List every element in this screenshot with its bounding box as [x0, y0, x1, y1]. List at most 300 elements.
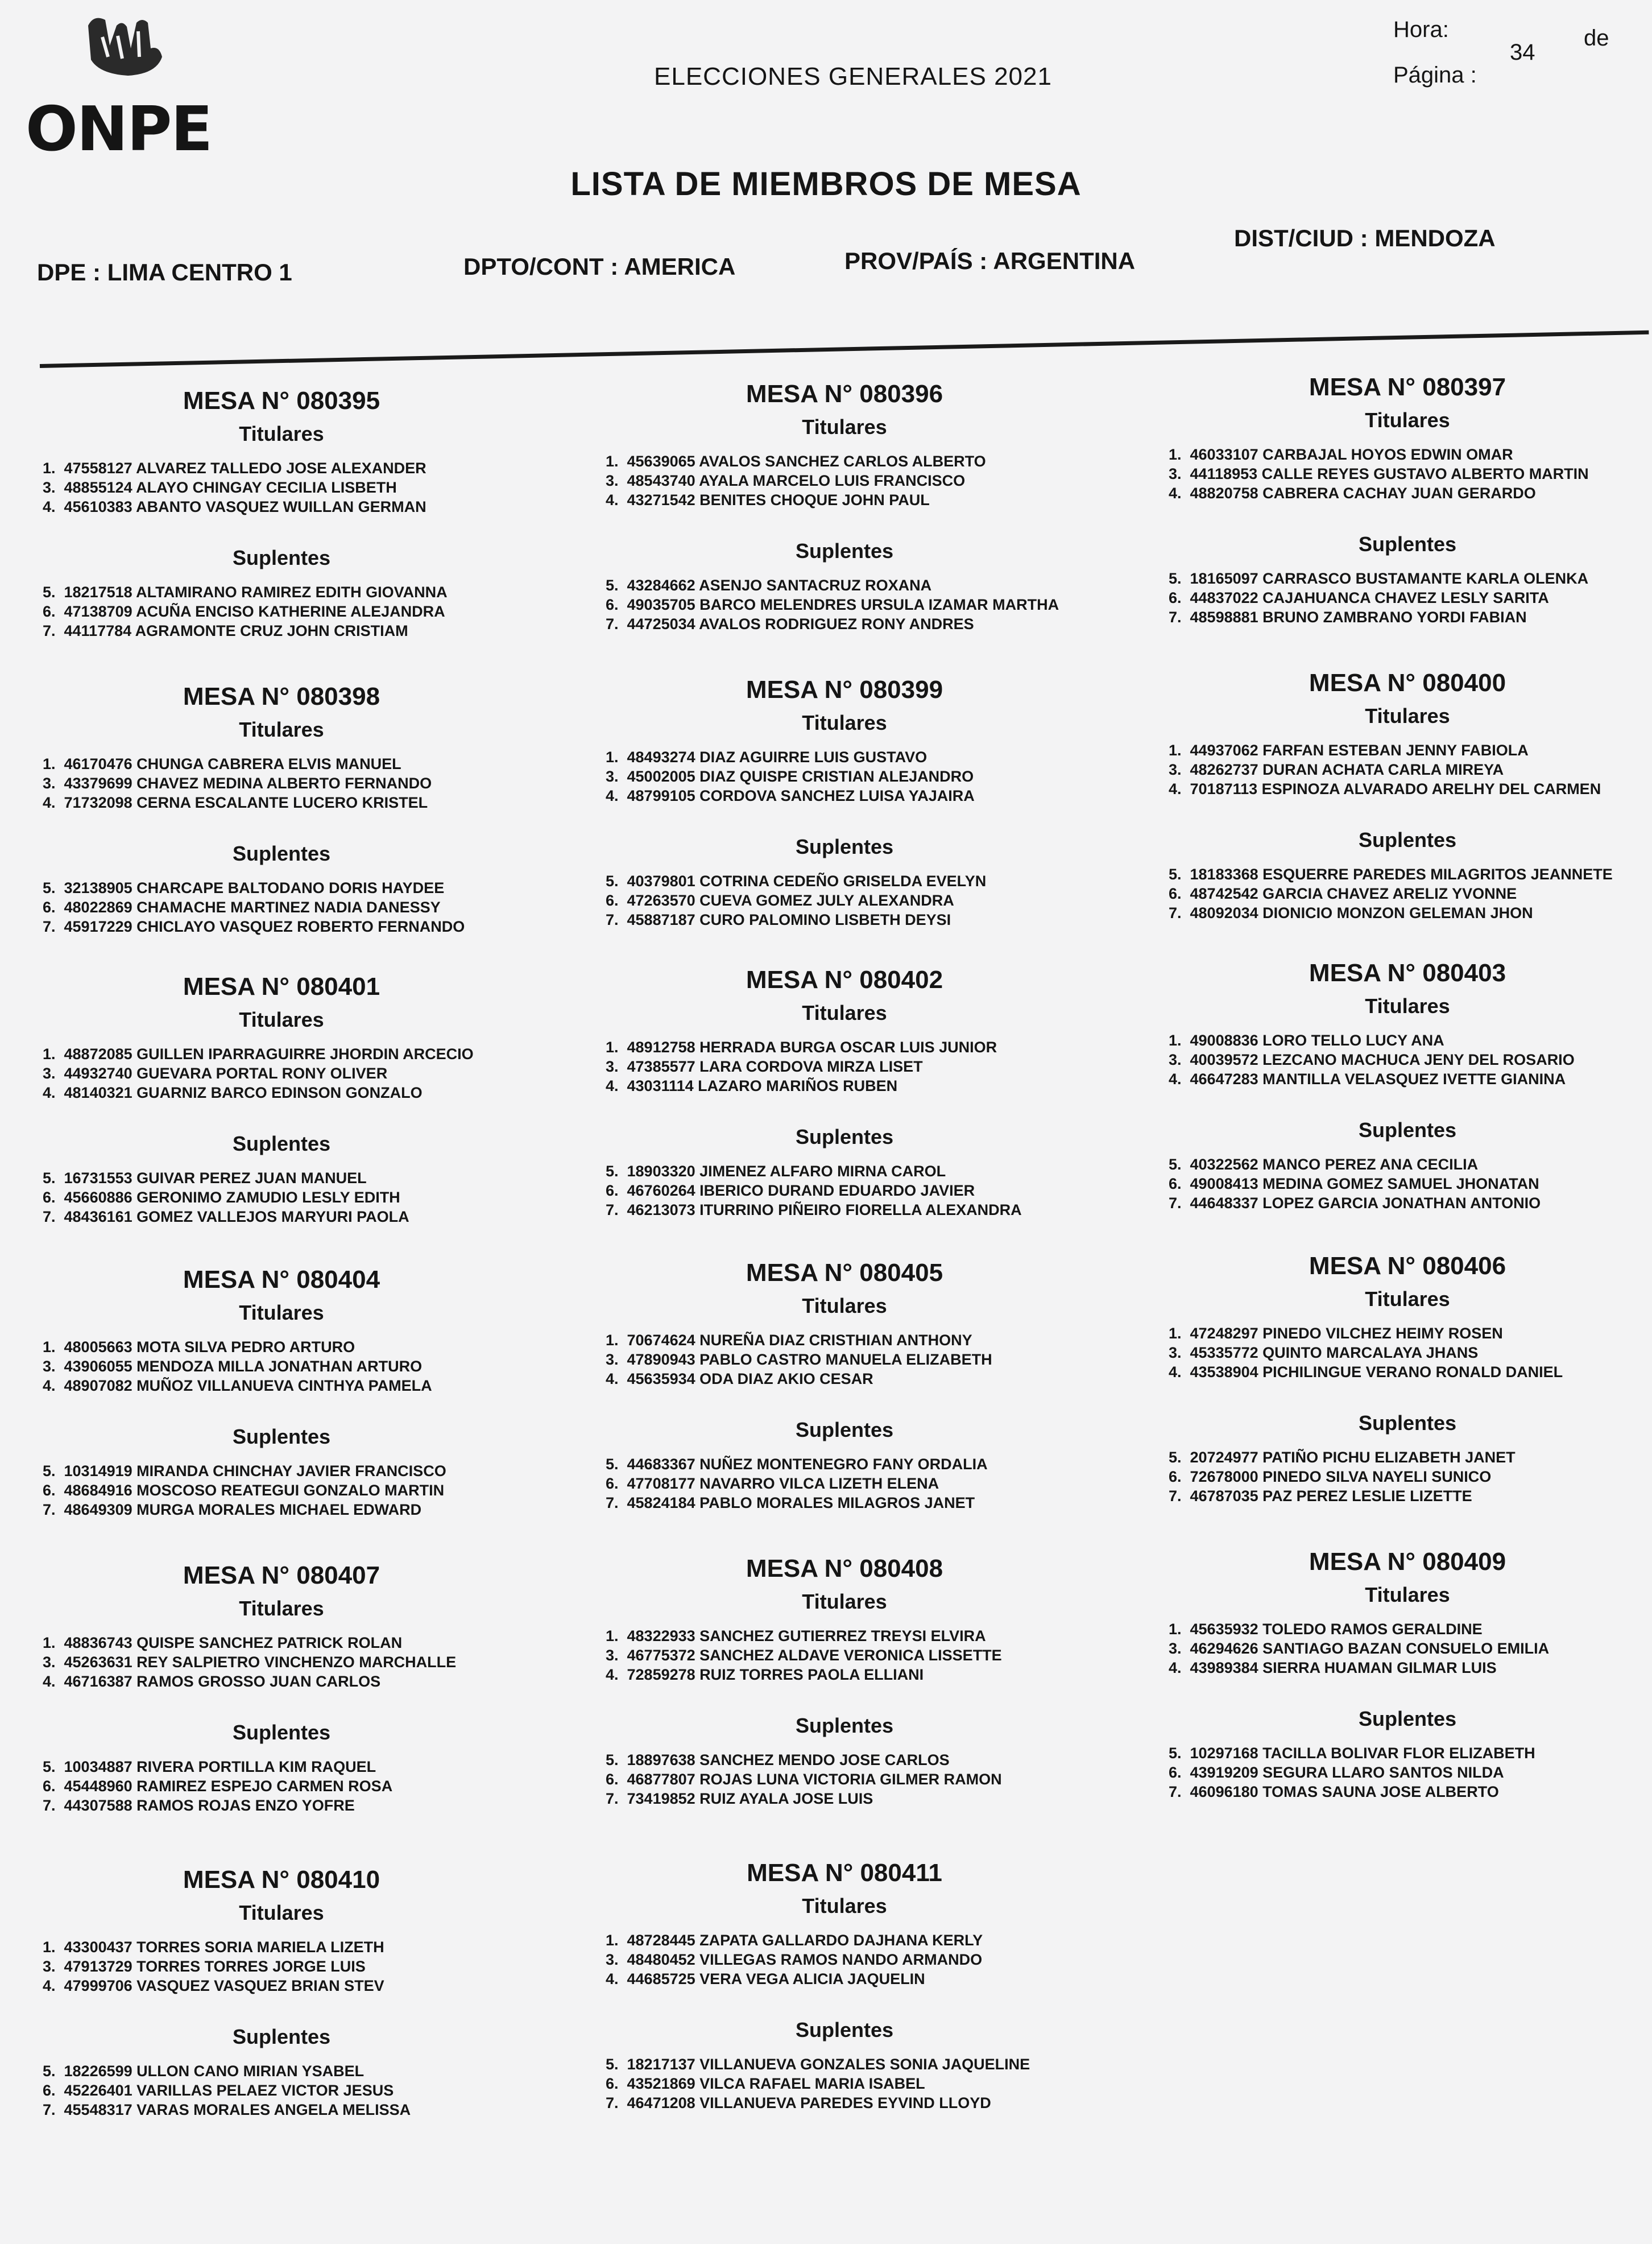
member-name: 46647283 MANTILLA VELASQUEZ IVETTE GIANINA: [1190, 1071, 1566, 1088]
mesa-block: [606, 1555, 1129, 1808]
member-name: 72678000 PINEDO SILVA NAYELI SUNICO: [1190, 1468, 1492, 1485]
member-row: [606, 871, 1129, 891]
member-name: 48855124 ALAYO CHINGAY CECILIA LISBETH: [64, 479, 397, 496]
member-name: 73419852 RUIZ AYALA JOSE LUIS: [627, 1790, 873, 1807]
member-number: 5.: [606, 2056, 619, 2073]
member-name: 47138709 ACUÑA ENCISO KATHERINE ALEJANDRA: [64, 603, 445, 620]
suplentes-list: [606, 576, 1129, 634]
member-row: [606, 1969, 1129, 1989]
member-number: 7.: [1169, 1487, 1182, 1505]
titulares-list: [1169, 1031, 1652, 1089]
de-label: de: [1584, 26, 1609, 51]
member-row: [43, 1461, 566, 1481]
member-row: [43, 898, 566, 917]
suplentes-heading: Suplentes: [795, 539, 894, 563]
titulares-list: [43, 1337, 566, 1395]
mesa-block: [606, 1859, 1129, 2113]
member-name: 40322562 MANCO PEREZ ANA CECILIA: [1190, 1156, 1479, 1173]
member-number: 5.: [606, 577, 619, 594]
member-name: 48262737 DURAN ACHATA CARLA MIREYA: [1190, 761, 1504, 778]
member-name: 48005663 MOTA SILVA PEDRO ARTURO: [64, 1338, 355, 1356]
member-number: 5.: [1169, 1156, 1182, 1173]
suplentes-heading: Suplentes: [1358, 828, 1457, 852]
member-row: [1169, 1155, 1652, 1174]
mesa-block: [43, 1561, 566, 1815]
member-number: 1.: [606, 749, 619, 766]
member-number: 3.: [1169, 761, 1182, 778]
member-row: [606, 1181, 1129, 1200]
member-number: 4.: [43, 1084, 56, 1101]
member-name: 45635934 ODA DIAZ AKIO CESAR: [627, 1370, 873, 1387]
mesa-block: [1169, 1252, 1652, 1506]
member-name: 47385577 LARA CORDOVA MIRZA LISET: [627, 1058, 923, 1075]
vote-hand-icon: [82, 14, 168, 77]
titulares-list: [1169, 445, 1652, 503]
member-number: 3.: [43, 1358, 56, 1375]
mesa-title: MESA N° 080408: [746, 1555, 943, 1582]
member-number: 4.: [43, 498, 56, 515]
member-name: 49008836 LORO TELLO LUCY ANA: [1190, 1032, 1444, 1049]
titulares-heading: Titulares: [239, 718, 324, 741]
suplentes-list: [43, 1461, 566, 1519]
titulares-heading: Titulares: [802, 1894, 887, 1917]
member-number: 4.: [1169, 485, 1182, 502]
suplentes-list: [1169, 865, 1652, 923]
member-row: [1169, 445, 1652, 464]
member-name: 46775372 SANCHEZ ALDAVE VERONICA LISSETTE: [627, 1647, 1002, 1664]
member-row: [1169, 483, 1652, 503]
titulares-list: [606, 1931, 1129, 1989]
member-number: 7.: [1169, 1195, 1182, 1212]
member-row: [606, 786, 1129, 805]
onpe-logo: [26, 14, 212, 165]
member-number: 1.: [43, 1045, 56, 1063]
member-name: 44837022 CAJAHUANCA CHAVEZ LESLY SARITA: [1190, 589, 1549, 606]
member-row: [606, 1931, 1129, 1950]
member-name: 48684916 MOSCOSO REATEGUI GONZALO MARTIN: [64, 1482, 445, 1499]
member-row: [43, 1796, 566, 1815]
suplentes-heading: Suplentes: [795, 2018, 894, 2041]
member-row: [1169, 588, 1652, 608]
member-row: [606, 490, 1129, 510]
member-number: 6.: [606, 892, 619, 909]
titulares-list: [43, 1937, 566, 1995]
member-name: 44683367 NUÑEZ MONTENEGRO FANY ORDALIA: [627, 1456, 988, 1473]
member-name: 48022869 CHAMACHE MARTINEZ NADIA DANESSY: [64, 899, 441, 916]
member-row: [606, 1200, 1129, 1220]
member-number: 6.: [1169, 1175, 1182, 1192]
member-number: 3.: [1169, 1640, 1182, 1657]
member-row: [1169, 1619, 1652, 1639]
titulares-heading: Titulares: [802, 1294, 887, 1317]
member-name: 18217137 VILLANUEVA GONZALES SONIA JAQUELINE: [627, 2056, 1030, 2073]
member-name: 10297168 TACILLA BOLIVAR FLOR ELIZABETH: [1190, 1745, 1535, 1762]
member-name: 18226599 ULLON CANO MIRIAN YSABEL: [64, 2063, 365, 2080]
odpe-field: DPE : LIMA CENTRO 1: [37, 259, 292, 286]
member-row: [43, 793, 566, 812]
member-row: [1169, 569, 1652, 588]
member-row: [606, 1369, 1129, 1388]
member-name: 32138905 CHARCAPE BALTODANO DORIS HAYDEE: [64, 879, 445, 896]
member-number: 6.: [43, 1482, 56, 1499]
member-row: [43, 1652, 566, 1672]
member-name: 46760264 IBERICO DURAND EDUARDO JAVIER: [627, 1182, 975, 1199]
member-name: 46877807 ROJAS LUNA VICTORIA GILMER RAMON: [627, 1771, 1002, 1788]
member-row: [606, 1330, 1129, 1350]
member-number: 7.: [43, 1797, 56, 1814]
member-name: 43284662 ASENJO SANTACRUZ ROXANA: [627, 577, 932, 594]
member-name: 43906055 MENDOZA MILLA JONATHAN ARTURO: [64, 1358, 423, 1375]
member-row: [43, 1376, 566, 1395]
member-row: [43, 917, 566, 936]
page-number: 34: [1510, 40, 1535, 65]
member-row: [43, 2081, 566, 2100]
member-name: 20724977 PATIÑO PICHU ELIZABETH JANET: [1190, 1449, 1516, 1466]
suplentes-list: [606, 1162, 1129, 1220]
member-name: 44118953 CALLE REYES GUSTAVO ALBERTO MARTIN: [1190, 465, 1589, 482]
member-row: [606, 1350, 1129, 1369]
member-number: 3.: [43, 1654, 56, 1671]
member-number: 6.: [43, 1778, 56, 1795]
suplentes-heading: Suplentes: [795, 1125, 894, 1148]
titulares-list: [606, 452, 1129, 510]
mesa-block: [606, 380, 1129, 634]
member-name: 47999706 VASQUEZ VASQUEZ BRIAN STEV: [64, 1977, 384, 1994]
member-row: [1169, 1658, 1652, 1677]
member-row: [1169, 903, 1652, 923]
member-row: [606, 1057, 1129, 1076]
member-number: 5.: [1169, 1449, 1182, 1466]
member-name: 43521869 VILCA RAFAEL MARIA ISABEL: [627, 2075, 925, 2092]
member-name: 45660886 GERONIMO ZAMUDIO LESLY EDITH: [64, 1189, 400, 1206]
titulares-list: [1169, 1619, 1652, 1677]
suplentes-heading: Suplentes: [232, 1721, 331, 1744]
logo-text: ONPE: [26, 94, 212, 165]
member-row: [43, 602, 566, 621]
member-number: 4.: [1169, 1071, 1182, 1088]
member-name: 48543740 AYALA MARCELO LUIS FRANCISCO: [627, 472, 966, 489]
member-name: 47263570 CUEVA GOMEZ JULY ALEXANDRA: [627, 892, 954, 909]
member-number: 4.: [43, 1977, 56, 1994]
mesa-title: MESA N° 080402: [746, 966, 943, 994]
member-number: 4.: [606, 787, 619, 804]
page-title: LISTA DE MIEMBROS DE MESA: [570, 166, 1082, 203]
member-name: 16731553 GUIVAR PEREZ JUAN MANUEL: [64, 1169, 367, 1187]
member-number: 5.: [606, 1456, 619, 1473]
suplentes-heading: Suplentes: [1358, 1411, 1457, 1435]
mesa-title: MESA N° 080398: [183, 683, 380, 710]
member-name: 48493274 DIAZ AGUIRRE LUIS GUSTAVO: [627, 749, 928, 766]
mesa-block: [1169, 1548, 1652, 1801]
member-name: 40379801 COTRINA CEDEÑO GRISELDA EVELYN: [627, 873, 987, 890]
titulares-list: [1169, 741, 1652, 799]
member-row: [43, 1672, 566, 1691]
member-number: 7.: [606, 615, 619, 633]
member-number: 3.: [606, 472, 619, 489]
member-name: 47913729 TORRES TORRES JORGE LUIS: [64, 1958, 366, 1975]
member-row: [43, 2061, 566, 2081]
member-number: 6.: [43, 2082, 56, 2099]
member-row: [1169, 1050, 1652, 1069]
member-name: 43271542 BENITES CHOQUE JOHN PAUL: [627, 491, 930, 509]
member-row: [606, 1474, 1129, 1493]
member-row: [43, 1937, 566, 1957]
member-name: 40039572 LEZCANO MACHUCA JENY DEL ROSARIO: [1190, 1051, 1575, 1068]
member-name: 45635932 TOLEDO RAMOS GERALDINE: [1190, 1621, 1483, 1638]
member-number: 5.: [43, 584, 56, 601]
member-name: 48912758 HERRADA BURGA OSCAR LUIS JUNIOR: [627, 1039, 997, 1056]
member-row: [1169, 1343, 1652, 1362]
member-number: 7.: [606, 911, 619, 928]
member-name: 10034887 RIVERA PORTILLA KIM RAQUEL: [64, 1758, 376, 1775]
member-number: 1.: [43, 1939, 56, 1956]
member-name: 43989384 SIERRA HUAMAN GILMAR LUIS: [1190, 1659, 1497, 1676]
mesa-title: MESA N° 080399: [746, 676, 943, 704]
member-name: 46294626 SANTIAGO BAZAN CONSUELO EMILIA: [1190, 1640, 1550, 1657]
member-number: 5.: [43, 2063, 56, 2080]
member-row: [606, 1493, 1129, 1512]
mesa-block: [1169, 373, 1652, 627]
member-number: 5.: [606, 873, 619, 890]
member-row: [43, 1357, 566, 1376]
member-number: 3.: [1169, 465, 1182, 482]
titulares-list: [606, 1626, 1129, 1684]
member-number: 3.: [606, 1951, 619, 1968]
member-name: 48907082 MUÑOZ VILLANUEVA CINTHYA PAMELA: [64, 1377, 432, 1394]
member-number: 1.: [43, 755, 56, 772]
dpto-field: DPTO/CONT : AMERICA: [463, 253, 736, 280]
mesa-title: MESA N° 080409: [1309, 1548, 1506, 1576]
member-name: 48742542 GARCIA CHAVEZ ARELIZ YVONNE: [1190, 885, 1517, 902]
member-number: 3.: [606, 1058, 619, 1075]
suplentes-heading: Suplentes: [1358, 1707, 1457, 1730]
member-number: 6.: [1169, 589, 1182, 606]
member-number: 6.: [606, 1475, 619, 1492]
member-row: [606, 471, 1129, 490]
member-name: 45610383 ABANTO VASQUEZ WUILLAN GERMAN: [64, 498, 427, 515]
titulares-heading: Titulares: [1365, 1287, 1450, 1311]
member-name: 44685725 VERA VEGA ALICIA JAQUELIN: [627, 1970, 925, 1987]
member-number: 6.: [1169, 885, 1182, 902]
member-number: 1.: [43, 1634, 56, 1651]
member-row: [43, 774, 566, 793]
member-row: [606, 614, 1129, 634]
member-number: 3.: [43, 1958, 56, 1975]
member-number: 1.: [43, 1338, 56, 1356]
member-name: 46213073 ITURRINO PIÑEIRO FIORELLA ALEXANDRA: [627, 1201, 1022, 1218]
member-name: 48480452 VILLEGAS RAMOS NANDO ARMANDO: [627, 1951, 983, 1968]
titulares-heading: Titulares: [1365, 704, 1450, 728]
member-row: [1169, 1782, 1652, 1801]
pagina-label: Página :: [1393, 63, 1477, 88]
member-row: [606, 452, 1129, 471]
member-row: [43, 754, 566, 774]
member-name: 49008413 MEDINA GOMEZ SAMUEL JHONATAN: [1190, 1175, 1539, 1192]
member-name: 18165097 CARRASCO BUSTAMANTE KARLA OLENKA: [1190, 570, 1589, 587]
election-title: ELECCIONES GENERALES 2021: [654, 63, 1052, 90]
member-row: [43, 621, 566, 640]
member-number: 4.: [1169, 1363, 1182, 1381]
member-row: [1169, 865, 1652, 884]
member-name: 44932740 GUEVARA PORTAL RONY OLIVER: [64, 1065, 388, 1082]
titulares-heading: Titulares: [239, 1008, 324, 1031]
member-name: 18897638 SANCHEZ MENDO JOSE CARLOS: [627, 1751, 950, 1768]
member-number: 5.: [606, 1163, 619, 1180]
suplentes-heading: Suplentes: [232, 1425, 331, 1448]
member-number: 3.: [606, 768, 619, 785]
member-row: [606, 2093, 1129, 2113]
member-row: [43, 1757, 566, 1776]
mesa-block: [43, 1266, 566, 1519]
member-row: [43, 1337, 566, 1357]
suplentes-heading: Suplentes: [232, 842, 331, 865]
member-number: 7.: [1169, 1783, 1182, 1800]
member-name: 48436161 GOMEZ VALLEJOS MARYURI PAOLA: [64, 1208, 409, 1225]
member-row: [606, 1950, 1129, 1969]
suplentes-heading: Suplentes: [232, 546, 331, 569]
member-name: 45887187 CURO PALOMINO LISBETH DEYSI: [627, 911, 951, 928]
member-row: [1169, 884, 1652, 903]
suplentes-list: [606, 1454, 1129, 1512]
mesa-title: MESA N° 080411: [747, 1859, 942, 1887]
member-row: [43, 1044, 566, 1064]
suplentes-list: [43, 2061, 566, 2119]
member-row: [606, 2074, 1129, 2093]
member-row: [606, 1076, 1129, 1096]
member-row: [606, 767, 1129, 786]
member-name: 48092034 DIONICIO MONZON GELEMAN JHON: [1190, 904, 1533, 921]
mesa-title: MESA N° 080401: [183, 973, 380, 1001]
member-name: 48649309 MURGA MORALES MICHAEL EDWARD: [64, 1501, 422, 1518]
member-name: 44117784 AGRAMONTE CRUZ JOHN CRISTIAM: [64, 622, 408, 639]
member-number: 7.: [606, 2094, 619, 2111]
member-row: [43, 1633, 566, 1652]
member-number: 3.: [43, 479, 56, 496]
member-name: 45639065 AVALOS SANCHEZ CARLOS ALBERTO: [627, 453, 986, 470]
member-number: 6.: [606, 596, 619, 613]
hora-label: Hora:: [1393, 17, 1449, 42]
titulares-heading: Titulares: [802, 1001, 887, 1024]
member-row: [606, 1750, 1129, 1770]
member-name: 48799105 CORDOVA SANCHEZ LUISA YAJAIRA: [627, 787, 975, 804]
member-number: 1.: [1169, 1325, 1182, 1342]
member-number: 5.: [43, 1169, 56, 1187]
member-number: 6.: [606, 1771, 619, 1788]
member-number: 5.: [43, 879, 56, 896]
member-number: 4.: [606, 1970, 619, 1987]
member-row: [43, 1976, 566, 1995]
member-row: [43, 1207, 566, 1226]
mesa-title: MESA N° 080395: [183, 387, 380, 415]
member-row: [1169, 1069, 1652, 1089]
member-name: 45824184 PABLO MORALES MILAGROS JANET: [627, 1494, 975, 1511]
member-number: 4.: [606, 1666, 619, 1683]
member-number: 1.: [606, 1039, 619, 1056]
member-row: [1169, 1448, 1652, 1467]
member-row: [43, 478, 566, 497]
titulares-list: [43, 1633, 566, 1691]
suplentes-list: [1169, 1448, 1652, 1506]
member-number: 4.: [43, 1377, 56, 1394]
member-number: 6.: [1169, 1468, 1182, 1485]
titulares-list: [606, 1330, 1129, 1388]
member-row: [43, 1500, 566, 1519]
member-row: [606, 1665, 1129, 1684]
member-name: 48820758 CABRERA CACHAY JUAN GERARDO: [1190, 485, 1536, 502]
member-number: 7.: [1169, 609, 1182, 626]
titulares-heading: Titulares: [802, 415, 887, 439]
mesa-block: [43, 683, 566, 936]
member-row: [1169, 779, 1652, 799]
suplentes-list: [43, 1168, 566, 1226]
mesa-title: MESA N° 080410: [183, 1866, 380, 1894]
member-row: [43, 1064, 566, 1083]
member-number: 6.: [606, 1182, 619, 1199]
member-row: [1169, 1639, 1652, 1658]
mesa-block: [43, 1866, 566, 2119]
member-name: 47708177 NAVARRO VILCA LIZETH ELENA: [627, 1475, 939, 1492]
member-row: [606, 2055, 1129, 2074]
member-row: [606, 891, 1129, 910]
member-name: 45002005 DIAZ QUISPE CRISTIAN ALEJANDRO: [627, 768, 974, 785]
member-row: [43, 2100, 566, 2119]
suplentes-list: [43, 1757, 566, 1815]
suplentes-heading: Suplentes: [1358, 1118, 1457, 1142]
member-row: [1169, 1467, 1652, 1486]
member-name: 46471208 VILLANUEVA PAREDES EYVIND LLOYD: [627, 2094, 991, 2111]
member-number: 3.: [43, 1065, 56, 1082]
member-number: 4.: [606, 491, 619, 509]
suplentes-heading: Suplentes: [795, 1418, 894, 1441]
mesa-title: MESA N° 080397: [1309, 373, 1506, 401]
page-corner: [1379, 0, 1618, 114]
member-name: 48872085 GUILLEN IPARRAGUIRRE JHORDIN ARCECIO: [64, 1045, 474, 1063]
suplentes-heading: Suplentes: [795, 835, 894, 858]
member-row: [606, 747, 1129, 767]
member-number: 7.: [43, 1208, 56, 1225]
member-number: 6.: [43, 603, 56, 620]
member-row: [606, 910, 1129, 929]
member-name: 46096180 TOMAS SAUNA JOSE ALBERTO: [1190, 1783, 1499, 1800]
member-row: [1169, 1193, 1652, 1213]
member-row: [43, 497, 566, 516]
titulares-heading: Titulares: [1365, 1583, 1450, 1606]
member-name: 43919209 SEGURA LLARO SANTOS NILDA: [1190, 1764, 1504, 1781]
titulares-heading: Titulares: [1365, 408, 1450, 432]
mesa-title: MESA N° 080407: [183, 1561, 380, 1589]
titulares-heading: Titulares: [239, 1301, 324, 1324]
suplentes-heading: Suplentes: [232, 1132, 331, 1155]
titulares-heading: Titulares: [239, 1597, 324, 1620]
member-name: 43300437 TORRES SORIA MARIELA LIZETH: [64, 1939, 384, 1956]
member-number: 1.: [606, 1332, 619, 1349]
titulares-list: [43, 754, 566, 812]
member-number: 4.: [1169, 780, 1182, 797]
member-name: 48598881 BRUNO ZAMBRANO YORDI FABIAN: [1190, 609, 1527, 626]
member-number: 1.: [43, 460, 56, 477]
mesa-title: MESA N° 080396: [746, 380, 943, 408]
member-name: 48140321 GUARNIZ BARCO EDINSON GONZALO: [64, 1084, 423, 1101]
mesa-block: [606, 676, 1129, 929]
member-row: [43, 878, 566, 898]
member-number: 5.: [1169, 570, 1182, 587]
suplentes-list: [1169, 569, 1652, 627]
member-number: 6.: [606, 2075, 619, 2092]
member-row: [43, 582, 566, 602]
titulares-list: [1169, 1324, 1652, 1382]
titulares-list: [606, 1038, 1129, 1096]
member-name: 47890943 PABLO CASTRO MANUELA ELIZABETH: [627, 1351, 992, 1368]
